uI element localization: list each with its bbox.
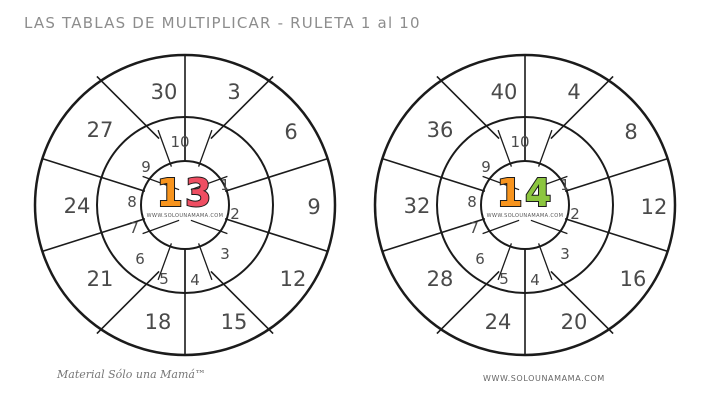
- center-badge-right: [476, 171, 574, 236]
- badge-url-left: WWW.SOLOUNAMAMA.COM: [146, 213, 224, 219]
- center-digits-right: [476, 171, 574, 215]
- inner-number: 8: [127, 193, 137, 211]
- outer-number: 18: [144, 310, 172, 334]
- center-digits-left: [136, 171, 234, 215]
- inner-number: 6: [475, 250, 485, 268]
- outer-number: 24: [484, 310, 512, 334]
- inner-number: 2: [570, 205, 580, 223]
- outer-number: 27: [86, 118, 114, 142]
- outer-number: 8: [624, 120, 638, 144]
- center-digit-right-1: 1: [496, 171, 525, 215]
- inner-number: 2: [230, 205, 240, 223]
- outer-number: 20: [560, 310, 588, 334]
- outer-number: 24: [63, 194, 91, 218]
- page-title: LAS TABLAS DE MULTIPLICAR - RULETA 1 al 10: [24, 14, 421, 32]
- outer-number: 16: [619, 267, 647, 291]
- footer-url: WWW.SOLOUNAMAMA.COM: [483, 374, 605, 383]
- center-digit-right-2: 4: [525, 171, 554, 215]
- center-digit-left-2: 3: [185, 171, 214, 215]
- outer-number: 36: [426, 118, 454, 142]
- inner-number: 10: [510, 133, 530, 151]
- outer-number: 3: [227, 80, 241, 104]
- outer-number: 9: [307, 195, 321, 219]
- outer-number: 32: [403, 194, 431, 218]
- outer-number: 6: [284, 120, 298, 144]
- footer-credit: Material Sólo una Mamá™: [57, 368, 206, 381]
- outer-number: 15: [220, 310, 248, 334]
- inner-number: 4: [190, 271, 200, 289]
- outer-number: 30: [150, 80, 178, 104]
- inner-number: 5: [159, 270, 169, 288]
- outer-number: 12: [640, 195, 668, 219]
- outer-number: 4: [567, 80, 581, 104]
- inner-number: 3: [220, 245, 230, 263]
- inner-number: 9: [141, 158, 151, 176]
- wheel-table-4: [370, 50, 680, 360]
- center-badge-left: [136, 171, 234, 236]
- inner-number: 6: [135, 250, 145, 268]
- inner-number: 7: [469, 219, 479, 237]
- outer-number: 28: [426, 267, 454, 291]
- wheel-table-3: [30, 50, 340, 360]
- center-digit-left-1: 1: [156, 171, 185, 215]
- inner-number: 4: [530, 271, 540, 289]
- inner-number: 10: [170, 133, 190, 151]
- inner-number: 7: [129, 219, 139, 237]
- outer-number: 40: [490, 80, 518, 104]
- outer-number: 12: [279, 267, 307, 291]
- inner-number: 3: [560, 245, 570, 263]
- outer-number: 21: [86, 267, 114, 291]
- inner-number: 9: [481, 158, 491, 176]
- inner-number: 8: [467, 193, 477, 211]
- inner-number: 5: [499, 270, 509, 288]
- inner-number: 1: [560, 176, 570, 194]
- badge-url-right: WWW.SOLOUNAMAMA.COM: [486, 213, 564, 219]
- inner-number: 1: [220, 176, 230, 194]
